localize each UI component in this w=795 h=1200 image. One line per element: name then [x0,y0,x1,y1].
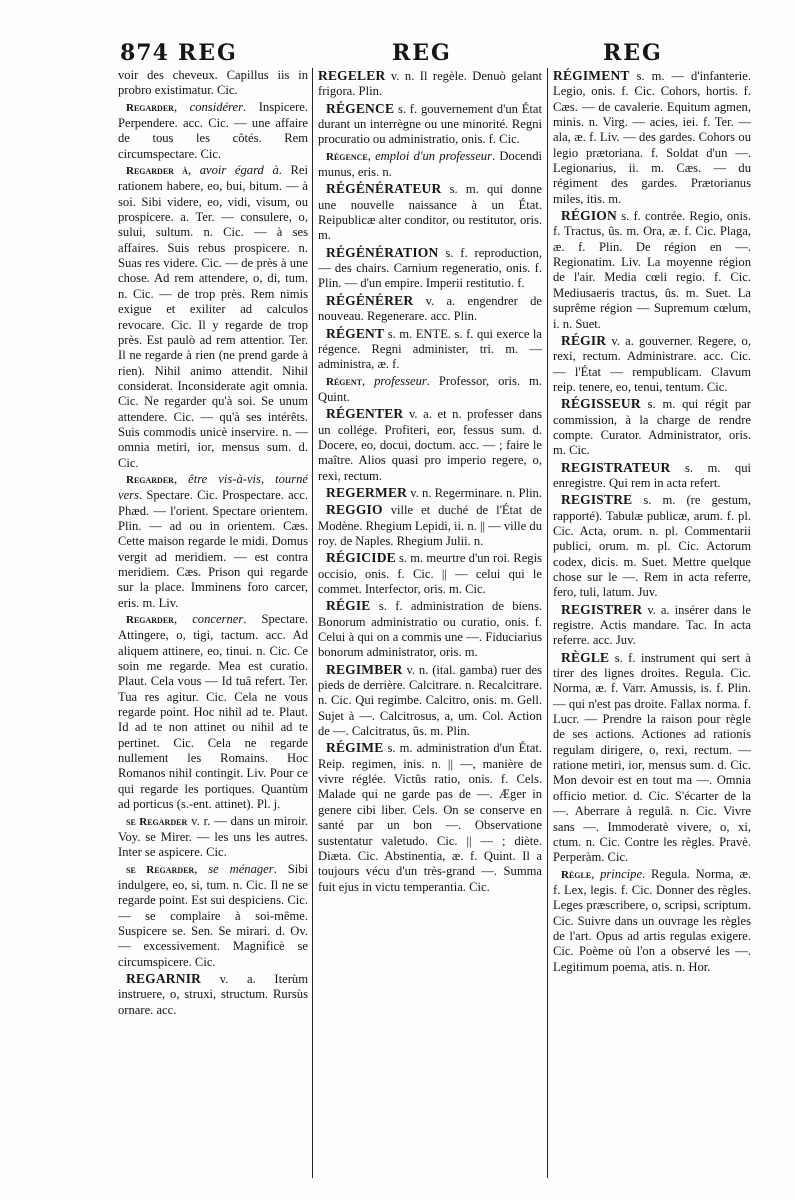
dictionary-entry [553,460,751,492]
column-rule [547,68,548,1178]
entry-text: v. a. gouverner. Regere, o, rexi, rectum. Administrare. acc. Cic. — l'État — rempublicam. Clavum reip. tenere, eo, tenui, tentum. Cic. [553,333,751,394]
entry-headword: se Regarder [126,863,195,876]
entry-headword: REGELER [318,68,386,83]
entry-text: s. m. ENTE. s. f. qui exerce la régence. Regni administer, tri. m. — administra, æ. f. [318,326,542,372]
dictionary-entry [318,550,542,597]
page-header [0,40,795,70]
entry-headword: Régence [326,150,368,163]
dictionary-entry [318,598,542,660]
dictionary-entry [318,662,542,740]
dictionary-entry [553,333,751,395]
dictionary-entry: Règle, principe. Regula. Norma, æ. f. Lex, legis. f. Cic. Donner des règles. Leges præscribere, o, scripsi, scriptum. Cic. Suivre dans un ouvrage les règles de l'art. Opus ad artis regulas exigere. Cic. Poème où l'on a observé les —. Legitimum poema, atis. n. Hor. [553,866,751,974]
dictionary-entry [553,208,751,332]
dictionary-entry [318,326,542,373]
entry-headword: RÉGIR [561,332,607,348]
entry-gloss: avoir égard à [199,163,279,178]
dictionary-entry [553,650,751,866]
entry-text: v. a. et n. professer dans un collége. Profiteri, eor, fessus sum. d. Docere, eo, docui, doctum. acc. — ; faire le maître. Alios quasi pro imperio regere, o, rexi, rectum. [318,407,542,483]
dictionary-entry [318,101,542,148]
dictionary-entry [318,406,542,484]
dictionary-entry [318,245,542,292]
entry-headword: RÉGÉNÉRATEUR [326,181,442,197]
entry-gloss: emploi d'un professeur [375,148,492,163]
entry-text: v. r. — dans un miroir. Voy. se Mirer. — les uns les autres. Inter se aspicere. Cic. [118,813,308,860]
entry-text: Sibi indulgere, eo, si, tum. n. Cic. Il ne se regarde point. Est sui despiciens. Cic. — se complaire à soi-même. Suspicere se. Sen. Se mirari. d. Ov. — excessivement. Magnificè se circumspicere. Cic. [118,861,308,969]
entry-text: v. n. (ital. gamba) ruer des pieds de derrière. Calcitrare. n. Recalcitrare. n. Cic. Qui regimbe. Calcitro, onis. m. Gell. Sujet à —. Calcitrosus, a, um. Col. Action de —. Calcitratus, ûs. m. Plin. [318,662,542,739]
entry-text: s. m. qui donne une nouvelle naissance à un État. Reipublicæ alter conditor, ou restitutor, oris. m. [318,182,542,243]
entry-headword: RÉGIME [326,740,384,756]
entry-text: s. f. gouvernement d'un État durant un interrègne ou une minorité. Regni procuratio ou administratio, onis. f. Cic. [318,101,542,147]
entry-text: s. m. qui enregistre. Qui rem in acta refert. [553,460,751,490]
page-number: 874 [120,40,169,66]
entry-headword: REGERMER [326,484,408,500]
entry-headword: Règle [561,868,592,881]
dictionary-entry: Regarder, être vis-à-vis, tourné vers. Spectare. Cic. Prospectare. acc. Phæd. — l'orient. Spectare orientem. Plin. — ad ou in orientem. Cæs. Cette maison regarde le midi. Domus vergit ad meridiem. — est contra meridiem. Cæs. Prison qui regarde sur la place. Imminens foro carcer, eris. m. Liv. [118,471,308,610]
running-head-center: REG [392,40,452,66]
entry-text: s. f. contrée. Regio, onis. f. Tractus, ûs. m. Ora, æ. f. Cic. Plaga, æ. f. Plin. De région en —. Regionatim. Liv. La moyenne région de l'air. Media cœli regio. f. Cic. Mediusaeris tractus, ûs. m. Suet. La suprême région — Supremum cœlum, i. n. Suet. [553,209,751,331]
entry-text: Professor, oris. m. Quint. [318,373,542,404]
entry-text: s. m. qui régit par commission, à la charge de rendre compte. Curator. Administrator, oris. m. Cic. [553,397,751,458]
entry-gloss: concerner [192,612,244,627]
dictionary-entry: Régence, emploi d'un professeur. Docendi munus, eris. n. [318,148,542,180]
dictionary-entry [553,602,751,649]
entry-headword: RÉGION [561,208,617,224]
entry-gloss: professeur [374,373,427,388]
dictionary-entry [553,68,751,207]
entry-text: v. n. Il regèle. Denuò gelant frigora. Plin. [318,69,542,99]
entry-gloss: être vis-à-vis, tourné vers [118,471,308,503]
dictionary-entry: Régent, professeur. Professor, oris. m. Quint. [318,373,542,404]
entry-headword: Regarder à [126,165,188,178]
entry-headword: se Regarder [126,815,188,828]
running-head-left: REG [178,40,238,66]
dictionary-entry: Regarder, concerner. Spectare. Attingere, o, tigi, tactum. acc. Ad aliquem attinere, eo, tinui. n. Cic. Ce soin me regarde. Mea est curatio. Plaut. Cela vous — Id tuâ refert. Ter. Tua res agitur. Cic. Cela ne vous regarde point. Hoc nihil ad te. Plaut. Id ad te non attinet ou nihil ad te pertinet. Cic. Cela ne regarde nullement les Romains. Hoc Romanos nihil contingit. Liv. Pour ce qui regarde les portiques. Quantùm ad porticus (s.-ent. attinet). Pl. j. [118,612,308,812]
dictionary-entry [318,740,542,894]
entry-text: s. m. (re gestum, rapporté). Tabulæ publicæ, arum. f. pl. Cic. Acta, orum. n. pl. Commentarii publici, orum. m. pl. Cic. Actorum codex, dicis. m. Suet. Mettre quelque chose sur le —. Rem in acta referre, fero, tuli, latum. Juv. [553,493,751,600]
entry-gloss: se ménager [208,861,274,876]
entry-headword: Regarder [126,614,174,627]
entry-headword: Regarder [126,101,174,114]
entry-headword: REGISTRER [561,601,643,617]
entry-text: v. a. engendrer de nouveau. Regenerare. acc. Plin. [318,293,542,324]
text-column-1 [118,68,308,1178]
column-rule [312,68,313,1178]
dictionary-entry [318,293,542,325]
text-column-3 [553,68,751,1178]
entry-headword: RÈGLE [561,649,610,665]
entry-headword: RÉGÉNÉRATION [326,244,439,260]
entry-headword: REGIMBER [326,661,403,677]
dictionary-entry [118,814,308,861]
entry-text: Spectare. Cic. Prospectare. acc. Phæd. — l'orient. Spectare orientem. Plin. — ad ou in orientem. Cæs. Cette maison regarde le midi. Domus vergit ad meridiem. — est contra meridiem. Cæs. Prison qui regarde sur la place. Imminens foro carcer, eris. m. Liv. [118,488,308,610]
entry-text: Docendi munus, eris. n. [318,148,542,180]
running-head-right: REG [603,40,663,66]
dictionary-entry: se Regarder, se ménager. Sibi indulgere, eo, si, tum. n. Cic. Il ne se regarde point. Est sui despiciens. Cic. — se complaire à soi-même. Suspicere se. Sen. Se mirari. d. Ov. — excessivement. Magnificè se circumspicere. Cic. [118,861,308,969]
entry-text: s. f. instrument qui sert à tirer des lignes droites. Regula. Cic. Norma, æ. f. Varr. Amussis, is. f. Plin. — qui n'est pas droite. Fallax norma. f. Lucr. — Prendre la raison pour règle de ses actions. Actiones ad rationis regulam dirigere, o, rexi, rectum. — ratione metiri, ior, mensus sum. d. Cic. Mon devoir est en tout ma —. Omnia officio metior. d. Cic. S'écarter de la —. Aberrare à regulâ. n. Cic. Vivre sans —. Immoderatè vivere, o, xi, ctum. n. Cic. Contre les règles. Pravè. Perperàm. Cic. [553,650,751,865]
dictionary-entry [118,68,308,99]
entry-headword: REGISTRATEUR [561,459,671,475]
entry-headword: RÉGIMENT [553,68,630,83]
dictionary-entry [318,181,542,243]
entry-text: ville et duché de l'État de Modène. Rhegium Lepidi, ii. n. || — ville du roy. de Naples. Rhegium Julii. n. [318,503,542,548]
entry-headword: Régent [326,375,362,388]
entry-text: v. a. insérer dans le registre. Actis mandare. Tac. In acta referre. acc. Juv. [553,602,751,648]
entry-headword: RÉGENTER [326,406,404,422]
dictionary-entry [553,492,751,600]
dictionary-entry: Regarder, considérer. Inspicere. Perpendere. acc. Cic. — une affaire de tous les côtés. Rem circumspectare. Cic. [118,99,308,161]
entry-text: s. m. administration d'un État. Reip. regimen, inis. n. || —, manière de vivre réglée. Victûs ratio, onis. f. Cels. Malade qui ne garde pas de —. Æger in genere cibi liber. Cels. On se conserve en santé par un bon —. Observatione sustentatur valetudo. Cic. || — ; diète. Diæta. Cic. Abstinentia, æ. f. Quint. Il a toujours vécu d'un très-grand —. Summa fuit ejus in victu temperantia. Cic. [318,741,542,894]
entry-gloss: considérer [189,99,244,114]
entry-headword: Regarder [126,473,174,486]
entry-headword: REGARNIR [126,970,202,986]
entry-headword: REGISTRE [561,492,633,508]
dictionary-entry [553,396,751,458]
entry-text: s. m. — d'infanterie. Legio, onis. f. Cic. Cohors, hortis. f. Cæs. — de cavalerie. Equitum agmen, minis. n. Virg. — acies, iei. f. Ter. — ala, æ. f. Liv. — des gardes. Cohors ou legio prætoriana. f. Soldat d'un —. Legionarius, ii. m. Cæs. — du régiment des gardes. Prætorianus miles, itis. m. [553,69,751,206]
entry-headword: RÉGICIDE [326,550,396,566]
dictionary-entry [318,485,542,501]
text-column-2 [318,68,542,1178]
entry-text: v. n. Regerminare. n. Plin. [410,485,542,500]
entry-text: s. m. meurtre d'un roi. Regis occisio, onis. f. Cic. || — celui qui le commet. Interfector, oris. m. Cic. [318,551,542,596]
entry-headword: RÉGISSEUR [561,396,641,412]
entry-headword: RÉGÉNÉRER [326,292,414,308]
entry-text: Rei rationem habere, eo, bui, bitum. — à soi. Sibi videre, eo, vidi, visum, ou prospicere. a. Ter. — consulere, o, sului, sultum. n. Cic. — à ses affaires. Suis rebus prospicere. n. Suas res videre. Cic. — de près à une chose. Ad rem attendere, o, di, tum. n. Cic. — de trop près. Rem nimis exigue et exiliter ad calculos revocare. Cic. Il y regarde de trop près. Est paulò ad rem attentior. Ter. Il ne regarde à rien (ne prend garde à rien). Nihil animo attendit. Nihil considerat. Inconsiderate agit omnia. Cic. Ne regarder qu'à soi. Se unum attendere. Cic. — qu'à ses intérêts. Suis commodis unicè inservire. n. — omnia metiri, ior, mensus sum. d. Cic. [118,163,308,470]
entry-headword: RÉGENT [326,325,385,341]
entry-gloss: principe [600,866,643,881]
entry-headword: RÉGENCE [326,100,395,116]
dictionary-entry: Regarder à, avoir égard à. Rei rationem habere, eo, bui, bitum. — à soi. Sibi videre, eo, vidi, visum, ou prospicere. a. Ter. — consulere, o, sului, sultum. n. Cic. — à ses affaires. Suis rebus prospicere. n. Suas res videre. Cic. — de près à une chose. Ad rem attendere, o, di, tum. n. Cic. — de trop près. Rem nimis exigue et exiliter ad calculos revocare. Cic. Il y regarde de trop près. Est paulò ad rem attentior. Ter. Il ne regarde à rien (ne prend garde à rien). Nihil animo attendit. Nihil considerat. Inconsiderate agit omnia. Cic. Ne regarder qu'à soi. Se unum attendere. Cic. — qu'à ses intérêts. Suis commodis unicè inservire. n. — omnia metiri, ior, mensus sum. d. Cic. [118,163,308,470]
entry-headword: RÉGIE [326,598,371,614]
entry-text: voir des cheveux. Capillus iis in probro existimatur. Cic. [118,68,308,98]
entry-text: Spectare. Attingere, o, tigi, tactum. acc. Ad aliquem attinere, eo, tinui. n. Cic. Ce soin me regarde. Mea est curatio. Plaut. Cela vous — Id tuâ refert. Ter. Tua res agitur. Cic. Cela ne vous regarde point. Hoc nihil ad te. Plaut. Id ad te non attinet ou nihil ad te pertinet. Cic. Cela ne regarde nullement les Romains. Hoc Romanos nihil contingit. Liv. Pour ce qui regarde les portiques. Quantùm ad porticus (s.-ent. attinet). Pl. j. [118,612,308,812]
dictionary-entry [318,502,542,549]
dictionary-entry [118,971,308,1018]
entry-text: s. f. reproduction, — des chairs. Carnium regeneratio, onis. f. Plin. — d'un empire. Imperii restitutio. f. [318,245,542,291]
entry-text: Inspicere. Perpendere. acc. Cic. — une affaire de tous les côtés. Rem circumspectare. Cic. [118,99,308,161]
entry-text: s. f. administration de biens. Bonorum administratio ou curatio, onis. f. Celui à qui on a commis une —. Fiduciarius bonorum administrator, oris. m. [318,599,542,660]
entry-text: v. a. Iterùm instruere, o, struxi, structum. Rursùs ornare. acc. [118,971,308,1017]
entry-headword: REGGIO [326,502,383,518]
entry-text: Regula. Norma, æ. f. Lex, legis. f. Cic. Donner des règles. Leges præscribere, o, scripsi, scriptum. Cic. Suivre dans un ouvrage les règles de l'art. Opus ad artis regulas exigere. Cic. Poème où l'on a observé les —. Legitimum poema, atis. n. Hor. [553,866,751,974]
dictionary-entry [318,68,542,100]
